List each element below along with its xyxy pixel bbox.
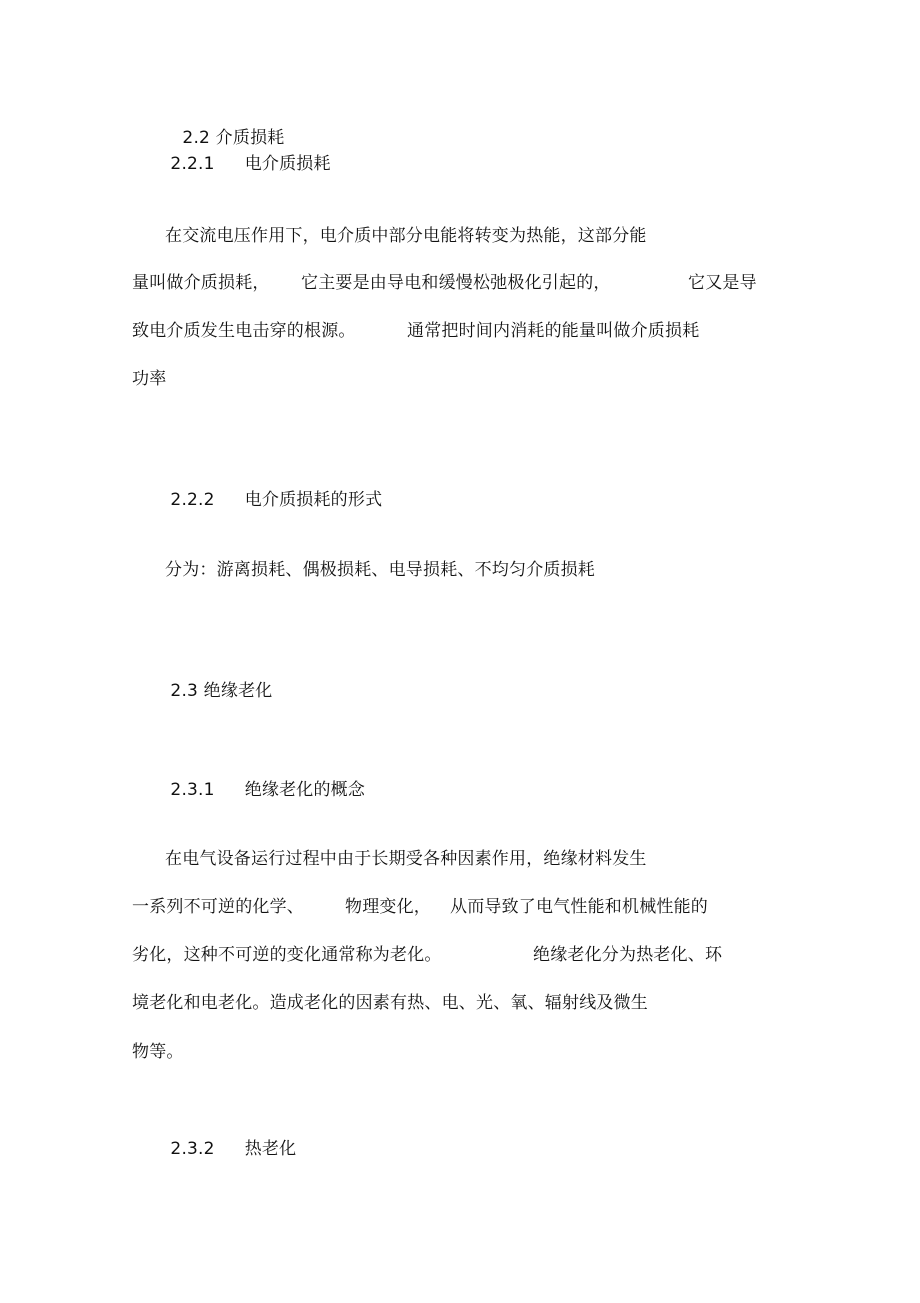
heading-number: 2.2 xyxy=(182,128,211,148)
paragraph-line: 它又是导 xyxy=(688,273,757,293)
heading-title: 介质损耗 xyxy=(215,128,285,148)
paragraph-line: 境老化和电老化。造成老化的因素有热、电、光、氧、辐射线及微生 xyxy=(132,993,648,1013)
paragraph-line: 物等。 xyxy=(132,1042,184,1062)
heading-title: 热老化 xyxy=(244,1139,297,1159)
heading-2-3-2 xyxy=(148,1116,296,1182)
paragraph-line: 劣化，这种不可逆的变化通常称为老化。 xyxy=(132,945,442,965)
heading-2-3-1 xyxy=(148,757,365,823)
heading-number: 2.3 xyxy=(170,681,199,701)
heading-title: 绝缘老化的概念 xyxy=(244,780,366,800)
heading-number: 2.3.2 xyxy=(170,1139,215,1159)
heading-2-2-2 xyxy=(148,467,382,533)
heading-number: 2.2.2 xyxy=(170,490,215,510)
paragraph-line: 绝缘老化分为热老化、环 xyxy=(533,945,723,965)
paragraph-line: 在电气设备运行过程中由于长期受各种因素作用，绝缘材料发生 xyxy=(165,849,647,869)
paragraph-line: 物理变化， xyxy=(345,897,431,917)
paragraph-line: 它主要是由导电和缓慢松弛极化引起的， xyxy=(301,273,611,293)
heading-title: 绝缘老化 xyxy=(203,681,273,701)
paragraph-line: 一系列不可逆的化学、 xyxy=(132,897,304,917)
heading-title: 电介质损耗 xyxy=(244,154,331,174)
heading-title: 电介质损耗的形式 xyxy=(244,490,383,510)
paragraph-line: 量叫做介质损耗， xyxy=(132,273,270,293)
heading-2-3 xyxy=(148,658,272,724)
paragraph-line: 从而导致了电气性能和机械性能的 xyxy=(450,897,708,917)
heading-number: 2.2.1 xyxy=(170,154,215,174)
paragraph-line: 通常把时间内消耗的能量叫做介质损耗 xyxy=(407,321,700,341)
paragraph-line: 在交流电压作用下，电介质中部分电能将转变为热能，这部分能 xyxy=(165,226,647,246)
heading-number: 2.3.1 xyxy=(170,780,215,800)
heading-2-2-1 xyxy=(148,131,331,197)
paragraph-line: 功率 xyxy=(132,369,167,389)
paragraph-line: 致电介质发生电击穿的根源。 xyxy=(132,321,356,341)
paragraph-line: 分为：游离损耗、偶极损耗、电导损耗、不均匀介质损耗 xyxy=(165,560,595,580)
